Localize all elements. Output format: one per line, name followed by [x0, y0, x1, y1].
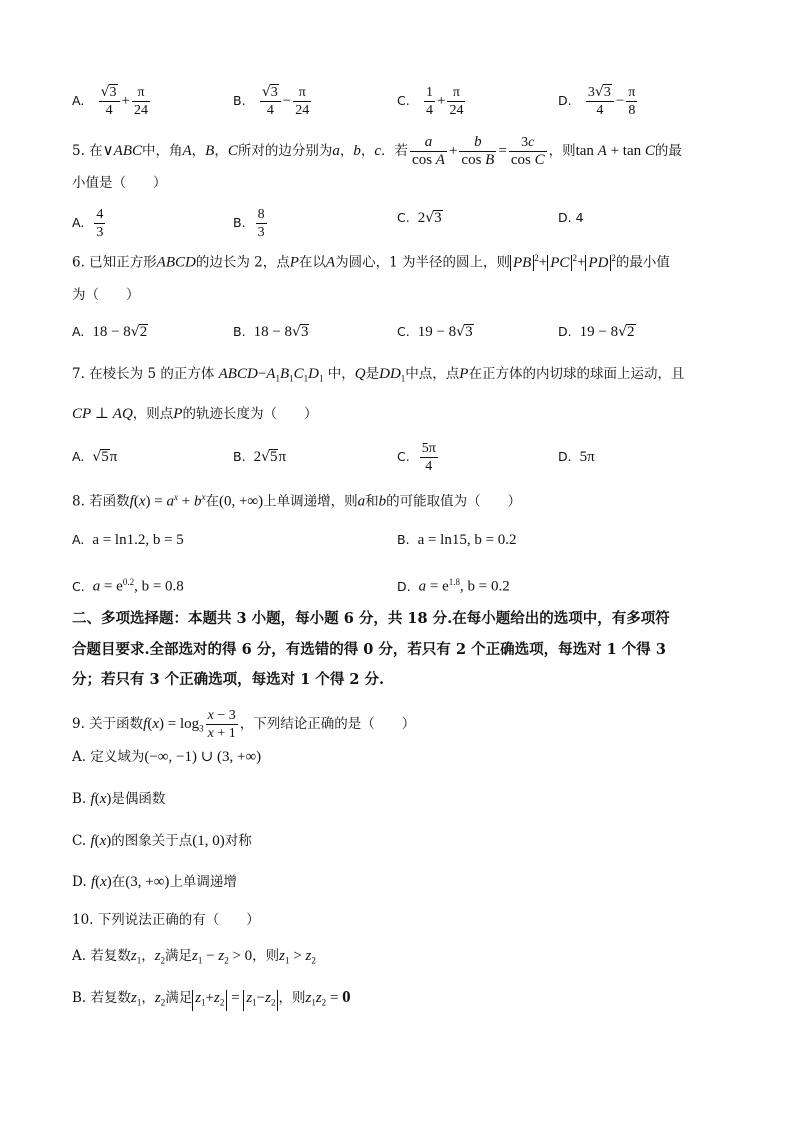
- q5-option-d[interactable]: D. 4: [558, 210, 584, 225]
- q7-option-a[interactable]: A. √5π: [72, 449, 118, 465]
- q8-option-c[interactable]: C. $a = e^{0.2}$, b = 0.8: [72, 577, 184, 595]
- q5-option-c[interactable]: C. 2√3: [397, 210, 442, 226]
- q6-option-c[interactable]: C. 19 − 8√3: [397, 324, 473, 340]
- q4-option-d[interactable]: D. $\frac{3√3}{4}$ − $\frac{\pi}{8}$: [558, 84, 636, 118]
- q6-option-a[interactable]: A. 18 − 8√2: [72, 324, 148, 340]
- q5-option-b[interactable]: B. $\frac{8}{3}$: [233, 207, 265, 240]
- q6-stem: 6. 已知正方形ABCD的边长为 2，点P在以A为圆心，1 为半径的圆上，则 PB $^2$+ PC $^2$+ PD $^2$的最小值: [72, 253, 670, 271]
- q7-option-d[interactable]: D. 5π: [558, 449, 595, 465]
- q8-option-b[interactable]: B. a = ln15, b = 0.2: [397, 532, 517, 548]
- q7-stem: 7. 在棱长为 5 的正方体 $ABCD-A_1B_1C_1D_1$ 中，Q是$DD_1$中点，点P在正方体的内切球的球面上运动，且: [72, 366, 685, 384]
- q7-stem-cont: CP ⊥ AQ，则点P的轨迹长度为（ ）: [72, 406, 318, 422]
- q10-stem: 10. 下列说法正确的有（ ）: [72, 912, 260, 928]
- q10-option-b[interactable]: B. 若复数$z_1$，$z_2$满足 $z_1+z_2 = z_1-z_2$ ，则$z_1z_2 = 0$: [72, 987, 351, 1013]
- section-2-line-2: 合题目要求.全部选对的得 6 分，有选错的得 0 分，若只有 2 个正确选项，每选对 1 个得 3: [72, 641, 666, 658]
- section-2-line-3: 分；若只有 3 个正确选项，每选对 1 个得 2 分.: [72, 671, 385, 688]
- q9-option-b[interactable]: B. f(x)是偶函数: [72, 791, 166, 807]
- q4-option-b[interactable]: B. $\frac{√3}{4}$ − $\frac{\pi}{24}$: [233, 84, 310, 118]
- q5-option-a[interactable]: A. $\frac{4}{3}$: [72, 207, 104, 240]
- q7-option-b[interactable]: B. 2√5π: [233, 449, 287, 465]
- q9-option-d[interactable]: D. f(x)在(3, +∞)上单调递增: [72, 874, 237, 890]
- q6-option-d[interactable]: D. 19 − 8√2: [558, 324, 635, 340]
- q7-option-c[interactable]: C. $\frac{5\pi}{4}$: [397, 441, 436, 474]
- q6-stem-cont: 为（ ）: [72, 287, 140, 303]
- q4-option-c[interactable]: C. $\frac{1}{4}$ + $\frac{\pi}{24}$: [397, 85, 464, 118]
- q4-option-a[interactable]: A. $\frac{√3}{4}$ + $\frac{\pi}{24}$: [72, 84, 148, 118]
- q8-option-a[interactable]: A. a = ln1.2, b = 5: [72, 532, 184, 548]
- q8-option-d[interactable]: D. $a = e^{1.8}$, b = 0.2: [397, 577, 510, 595]
- q9-option-a[interactable]: A. 定义域为(−∞, −1) ∪ (3, +∞): [72, 749, 262, 765]
- q9-stem: 9. 关于函数$f(x) = \log_3$ $\frac{x - 3}{x + 1}$ ，下列结论正确的是（ ）: [72, 708, 416, 741]
- q10-option-a[interactable]: A. 若复数$z_1$，$z_2$满足$z_1 - z_2 > 0$，则$z_1 > z_2$: [72, 948, 316, 966]
- q9-option-c[interactable]: C. f(x)的图象关于点(1, 0)对称: [72, 833, 252, 849]
- q5-stem: 5. 在∨ABC中，角A，B，C所对的边分别为a，b，c．若 $\frac{a}{\text{cos A}}$ + $\frac{b}{\text{cos B}}$ = $\frac{3c}{\text{cos C}}$ ，则tan A + tan C的最: [72, 134, 682, 168]
- q8-stem: 8. 若函数$f(x) = a^x + b^x$在(0, +∞)上单调递增，则a和b的可能取值为（ ）: [72, 492, 522, 510]
- section-2-line-1: 二、多项选择题：本题共 3 小题，每小题 6 分，共 18 分.在每小题给出的选项中，有多项符: [72, 610, 670, 627]
- q5-stem-cont: 小值是（ ）: [72, 175, 167, 191]
- q6-option-b[interactable]: B. 18 − 8√3: [233, 324, 309, 340]
